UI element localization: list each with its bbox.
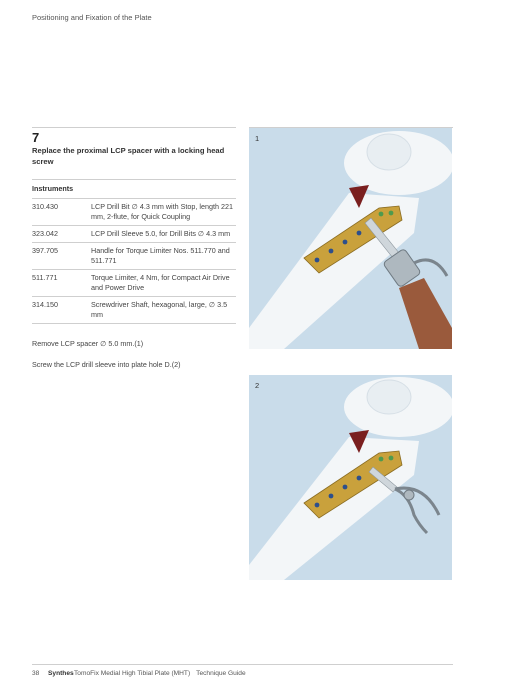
screw-hole (315, 258, 320, 263)
screw-hole (329, 494, 334, 499)
document-title: TomoFix Medial High Tibial Plate (MHT) (74, 670, 191, 677)
instrument-description: Handle for Torque Limiter Nos. 511.770 and 511.771 (91, 246, 230, 265)
femur-condyle-medial (367, 134, 411, 170)
screw-hole (329, 249, 334, 254)
screw-hole (343, 240, 348, 245)
instrument-code: 511.771 (32, 273, 58, 282)
instruction-text: Remove LCP spacer ∅ 5.0 mm.(1) (32, 339, 144, 348)
femur-condyle-medial (367, 380, 411, 414)
instrument-description: Screwdriver Shaft, hexagonal, large, ∅ 3.5 mm (91, 300, 228, 319)
step-title: Replace the proximal LCP spacer with a locking head screw (32, 146, 225, 166)
screw-hole (379, 457, 384, 462)
table-row (32, 226, 236, 243)
screwdriver-handle (399, 278, 452, 349)
instrument-description: LCP Drill Sleeve 5.0, for Drill Bits ∅ 4.3 mm (91, 229, 231, 238)
figure-label: 1 (255, 134, 260, 143)
instrument-description: Torque Limiter, 4 Nm, for Compact Air Drive and Power Drive (91, 273, 230, 292)
screw-hole (357, 476, 362, 481)
instrument-description: LCP Drill Bit ∅ 4.3 mm with Stop, length 221 mm, 2-flute, for Quick Coupling (91, 202, 233, 221)
brand-name: Synthes (48, 670, 74, 677)
table-row (32, 199, 236, 226)
instrument-code: 397.705 (32, 246, 58, 255)
screw-hole (389, 211, 394, 216)
screw-hole (357, 231, 362, 236)
table-row (32, 243, 236, 270)
screw-hole (315, 503, 320, 508)
figure-1-drawing (249, 128, 452, 349)
page-number: 38 (32, 670, 40, 677)
section-divider (32, 127, 236, 128)
screw-hole (379, 212, 384, 217)
clamp-pivot (404, 490, 414, 500)
screw-hole (389, 456, 394, 461)
running-title: Positioning and Fixation of the Plate (32, 13, 152, 22)
table-row (32, 270, 236, 297)
table-row (32, 297, 236, 324)
instruction-text: Screw the LCP drill sleeve into plate hole D.(2) (32, 360, 181, 369)
figure-2-illustration (249, 375, 452, 580)
instruments-heading: Instruments (32, 179, 236, 199)
instruments-table (32, 179, 236, 324)
figure-label: 2 (255, 381, 260, 390)
page-footer (32, 670, 246, 677)
footer-divider (32, 664, 453, 665)
instrument-code: 310.430 (32, 202, 58, 211)
figure-1-illustration (249, 128, 452, 349)
step-number: 7 (32, 130, 40, 145)
instrument-code: 323.042 (32, 229, 58, 238)
screw-hole (343, 485, 348, 490)
figure-2-drawing (249, 375, 452, 580)
instrument-code: 314.150 (32, 300, 58, 309)
document-type: Technique Guide (196, 670, 246, 677)
